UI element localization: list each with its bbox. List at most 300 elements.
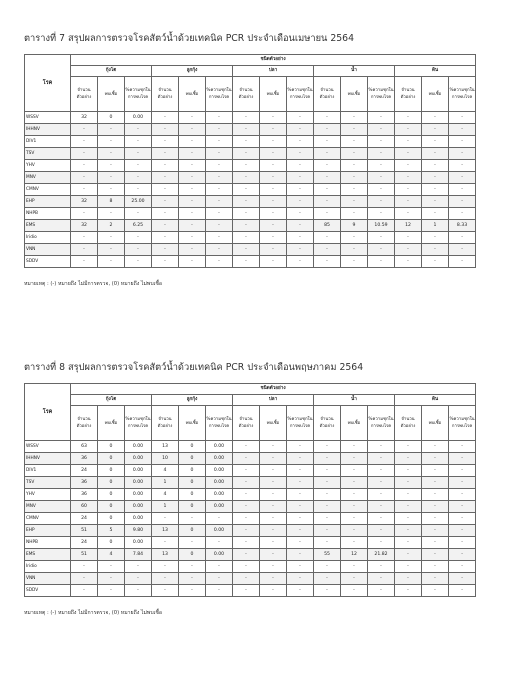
table-row (25, 208, 476, 220)
data-cell: 0.00 (206, 501, 233, 513)
data-cell: - (152, 148, 179, 160)
data-cell: - (233, 208, 260, 220)
data-cell: - (152, 124, 179, 136)
table-row (25, 573, 476, 585)
sample-type-header: ชนิดตัวอย่าง (71, 384, 476, 395)
data-cell: - (287, 501, 314, 513)
data-cell: - (422, 537, 449, 549)
sub-header: จำนวนตัวอย่าง (395, 406, 422, 441)
data-cell: 8.33 (449, 220, 476, 232)
data-cell: - (368, 585, 395, 597)
data-cell: 0 (98, 489, 125, 501)
table-row (25, 477, 476, 489)
data-cell: - (314, 136, 341, 148)
data-cell: 13 (152, 525, 179, 537)
data-cell: - (206, 172, 233, 184)
data-cell: - (314, 148, 341, 160)
data-cell: - (152, 244, 179, 256)
disease-name: EHP (25, 525, 71, 537)
data-cell: - (233, 184, 260, 196)
data-cell: - (125, 172, 152, 184)
data-cell: - (341, 148, 368, 160)
data-cell: - (179, 196, 206, 208)
data-cell: - (287, 136, 314, 148)
data-cell: - (314, 112, 341, 124)
data-cell: - (206, 561, 233, 573)
data-cell: - (260, 465, 287, 477)
table-row (25, 160, 476, 172)
disease-name: MNV (25, 172, 71, 184)
data-cell: 2 (98, 220, 125, 232)
disease-name: EMS (25, 549, 71, 561)
data-cell: - (368, 513, 395, 525)
data-cell: - (287, 465, 314, 477)
data-cell: - (314, 244, 341, 256)
data-cell: - (179, 537, 206, 549)
data-cell: - (422, 513, 449, 525)
data-cell: - (449, 453, 476, 465)
sub-header: จำนวนตัวอย่าง (233, 77, 260, 112)
data-cell: - (260, 124, 287, 136)
data-cell: - (314, 208, 341, 220)
table-title: ตารางที่ 7 สรุปผลการตรวจโรคสัตว์น้ำด้วยเทคนิค PCR ประจำเดือนเมษายน 2564 (24, 33, 354, 44)
data-cell: 0 (179, 477, 206, 489)
data-cell: - (125, 585, 152, 597)
data-cell: - (287, 525, 314, 537)
data-cell: 9 (341, 220, 368, 232)
data-cell: 0 (98, 477, 125, 489)
data-cell: - (341, 501, 368, 513)
data-cell: 85 (314, 220, 341, 232)
data-cell: - (98, 124, 125, 136)
data-cell: 0.00 (125, 441, 152, 453)
data-cell: 10.59 (368, 220, 395, 232)
table-row (25, 244, 476, 256)
data-cell: - (314, 561, 341, 573)
disease-name: NHPB (25, 208, 71, 220)
data-cell: - (395, 549, 422, 561)
data-cell: - (314, 160, 341, 172)
data-cell: - (395, 585, 422, 597)
data-cell: - (287, 453, 314, 465)
sub-header: พบเชื้อ (98, 406, 125, 441)
data-cell: - (368, 477, 395, 489)
data-cell: - (152, 537, 179, 549)
data-cell: - (341, 513, 368, 525)
data-cell: - (422, 453, 449, 465)
data-cell: - (395, 501, 422, 513)
group-header: น้ำ (314, 66, 395, 77)
data-cell: - (206, 124, 233, 136)
data-cell: - (395, 441, 422, 453)
data-cell: - (260, 184, 287, 196)
data-cell: - (449, 465, 476, 477)
data-cell: - (233, 112, 260, 124)
data-cell: - (98, 561, 125, 573)
data-cell: 0.00 (125, 501, 152, 513)
data-cell: - (71, 136, 98, 148)
data-cell: - (449, 537, 476, 549)
data-cell: 0.00 (125, 465, 152, 477)
data-cell: - (179, 124, 206, 136)
data-cell: - (422, 112, 449, 124)
data-cell: - (125, 148, 152, 160)
sub-header: พบเชื้อ (179, 406, 206, 441)
data-cell: - (233, 136, 260, 148)
data-cell: 32 (71, 112, 98, 124)
data-cell: 7.84 (125, 549, 152, 561)
data-cell: - (422, 136, 449, 148)
data-cell: - (152, 196, 179, 208)
data-cell: - (422, 184, 449, 196)
data-cell: 51 (71, 549, 98, 561)
data-cell: - (287, 208, 314, 220)
data-cell: 32 (71, 220, 98, 232)
data-cell: - (422, 585, 449, 597)
data-cell: - (233, 232, 260, 244)
data-cell: - (71, 160, 98, 172)
table-row (25, 549, 476, 561)
data-cell: - (179, 232, 206, 244)
table-row (25, 136, 476, 148)
table-note: หมายเหตุ : (-) หมายถึง ไม่มีการตรวจ, (0) หมายถึง ไม่พบเชื้อ (24, 610, 163, 616)
header-row (25, 77, 476, 112)
data-cell: - (341, 160, 368, 172)
data-cell: - (233, 172, 260, 184)
data-cell: - (341, 208, 368, 220)
data-cell: - (314, 232, 341, 244)
table-row (25, 585, 476, 597)
data-cell: - (287, 148, 314, 160)
data-cell: - (449, 489, 476, 501)
data-cell: - (368, 441, 395, 453)
data-cell: - (71, 184, 98, 196)
data-cell: - (422, 501, 449, 513)
data-cell: - (422, 465, 449, 477)
data-cell: - (260, 585, 287, 597)
data-cell: - (287, 585, 314, 597)
header-row (25, 66, 476, 77)
disease-name: EHP (25, 196, 71, 208)
table-row (25, 453, 476, 465)
data-cell: - (422, 489, 449, 501)
data-cell: - (125, 136, 152, 148)
data-cell: - (422, 196, 449, 208)
data-cell: - (260, 208, 287, 220)
data-cell: - (152, 112, 179, 124)
sub-header: %ความชุกในการพบโรค (287, 406, 314, 441)
data-cell: - (395, 196, 422, 208)
data-cell: - (395, 208, 422, 220)
group-header: กุ้งโต (71, 395, 152, 406)
group-header: ปลา (233, 395, 314, 406)
data-cell: - (179, 136, 206, 148)
sub-header: จำนวนตัวอย่าง (314, 77, 341, 112)
data-cell: 24 (71, 537, 98, 549)
data-cell: - (395, 561, 422, 573)
data-cell: - (206, 232, 233, 244)
data-cell: - (71, 573, 98, 585)
data-cell: 9.80 (125, 525, 152, 537)
data-cell: - (395, 573, 422, 585)
disease-name: VNN (25, 573, 71, 585)
disease-name: DIV1 (25, 136, 71, 148)
data-cell: 0 (98, 537, 125, 549)
group-header: ดิน (395, 66, 476, 77)
sub-header: พบเชื้อ (341, 77, 368, 112)
data-cell: - (368, 465, 395, 477)
sub-header: พบเชื้อ (422, 406, 449, 441)
data-cell: - (206, 148, 233, 160)
data-cell: 0.00 (206, 453, 233, 465)
data-cell: 0 (98, 453, 125, 465)
data-cell: 6.25 (125, 220, 152, 232)
table-row (25, 465, 476, 477)
data-cell: 36 (71, 453, 98, 465)
data-cell: - (179, 112, 206, 124)
data-cell: - (422, 172, 449, 184)
data-cell: - (71, 148, 98, 160)
table-wrap (24, 383, 476, 597)
results-table (24, 383, 476, 597)
sub-header: พบเชื้อ (260, 77, 287, 112)
data-cell: - (125, 561, 152, 573)
data-cell: - (449, 136, 476, 148)
data-cell: - (449, 244, 476, 256)
data-cell: - (395, 525, 422, 537)
data-cell: - (71, 585, 98, 597)
results-table (24, 54, 476, 268)
data-cell: - (368, 244, 395, 256)
data-cell: - (422, 256, 449, 268)
data-cell: 0 (98, 112, 125, 124)
data-cell: 36 (71, 477, 98, 489)
data-cell: 63 (71, 441, 98, 453)
sub-header: จำนวนตัวอย่าง (152, 77, 179, 112)
data-cell: - (422, 573, 449, 585)
data-cell: 4 (98, 549, 125, 561)
data-cell: - (179, 184, 206, 196)
sample-type-header: ชนิดตัวอย่าง (71, 55, 476, 66)
data-cell: 0.00 (206, 441, 233, 453)
data-cell: 0.00 (125, 537, 152, 549)
data-cell: - (233, 585, 260, 597)
disease-name: CMNV (25, 513, 71, 525)
data-cell: 1 (152, 501, 179, 513)
disease-header: โรค (25, 384, 71, 441)
data-cell: - (368, 525, 395, 537)
disease-name: SDDV (25, 585, 71, 597)
data-cell: - (395, 477, 422, 489)
data-cell: - (449, 148, 476, 160)
data-cell: 0.00 (125, 453, 152, 465)
data-cell: - (368, 501, 395, 513)
table-row (25, 256, 476, 268)
data-cell: - (179, 561, 206, 573)
table-wrap (24, 54, 476, 268)
data-cell: - (314, 537, 341, 549)
disease-header: โรค (25, 55, 71, 112)
data-cell: - (287, 477, 314, 489)
disease-name: IHHNV (25, 124, 71, 136)
data-cell: - (368, 148, 395, 160)
sub-header: พบเชื้อ (98, 77, 125, 112)
data-cell: - (71, 208, 98, 220)
data-cell: - (422, 124, 449, 136)
data-cell: 0 (179, 453, 206, 465)
data-cell: - (260, 549, 287, 561)
data-cell: - (71, 124, 98, 136)
disease-name: Iridio (25, 561, 71, 573)
data-cell: - (233, 256, 260, 268)
data-cell: 4 (152, 465, 179, 477)
data-cell: - (341, 573, 368, 585)
header-row (25, 395, 476, 406)
data-cell: - (98, 244, 125, 256)
data-cell: - (341, 453, 368, 465)
disease-name: DIV1 (25, 465, 71, 477)
data-cell: - (260, 148, 287, 160)
data-cell: - (179, 573, 206, 585)
data-cell: - (449, 256, 476, 268)
data-cell: - (287, 196, 314, 208)
data-cell: - (233, 537, 260, 549)
data-cell: - (368, 537, 395, 549)
data-cell: - (233, 160, 260, 172)
data-cell: - (368, 561, 395, 573)
data-cell: - (341, 112, 368, 124)
data-cell: - (179, 513, 206, 525)
data-cell: 10 (152, 453, 179, 465)
table-row (25, 513, 476, 525)
data-cell: - (449, 501, 476, 513)
group-header: ลูกกุ้ง (152, 395, 233, 406)
data-cell: - (341, 232, 368, 244)
data-cell: - (206, 585, 233, 597)
data-cell: - (71, 561, 98, 573)
data-cell: - (260, 477, 287, 489)
data-cell: 12 (341, 549, 368, 561)
data-cell: - (449, 112, 476, 124)
data-cell: - (206, 537, 233, 549)
data-cell: - (368, 184, 395, 196)
sub-header: %ความชุกในการพบโรค (125, 77, 152, 112)
data-cell: - (422, 244, 449, 256)
table-row (25, 561, 476, 573)
data-cell: - (98, 184, 125, 196)
data-cell: - (422, 561, 449, 573)
group-header: กุ้งโต (71, 66, 152, 77)
table-row (25, 112, 476, 124)
data-cell: - (449, 208, 476, 220)
data-cell: - (152, 172, 179, 184)
data-cell: - (314, 453, 341, 465)
table-note: หมายเหตุ : (-) หมายถึง ไม่มีการตรวจ, (0) หมายถึง ไม่พบเชื้อ (24, 281, 163, 287)
sub-header: %ความชุกในการพบโรค (125, 406, 152, 441)
data-cell: - (314, 256, 341, 268)
data-cell: 0 (179, 465, 206, 477)
data-cell: - (260, 112, 287, 124)
disease-name: Iridio (25, 232, 71, 244)
table-row (25, 148, 476, 160)
data-cell: 8 (98, 196, 125, 208)
data-cell: - (233, 561, 260, 573)
data-cell: - (260, 136, 287, 148)
data-cell: - (341, 525, 368, 537)
data-cell: - (233, 441, 260, 453)
data-cell: - (422, 160, 449, 172)
data-cell: - (206, 136, 233, 148)
disease-name: SDDV (25, 256, 71, 268)
data-cell: 0.00 (206, 525, 233, 537)
data-cell: - (260, 573, 287, 585)
data-cell: 24 (71, 465, 98, 477)
data-cell: - (449, 184, 476, 196)
data-cell: - (449, 561, 476, 573)
data-cell: - (368, 256, 395, 268)
data-cell: - (395, 148, 422, 160)
data-cell: - (314, 196, 341, 208)
data-cell: - (341, 441, 368, 453)
data-cell: - (287, 244, 314, 256)
data-cell: 36 (71, 489, 98, 501)
data-cell: - (449, 585, 476, 597)
data-cell: - (125, 232, 152, 244)
data-cell: 0.00 (125, 477, 152, 489)
data-cell: - (287, 513, 314, 525)
data-cell: - (233, 477, 260, 489)
data-cell: - (422, 549, 449, 561)
data-cell: 13 (152, 441, 179, 453)
sub-header: %ความชุกในการพบโรค (206, 77, 233, 112)
data-cell: - (125, 208, 152, 220)
data-cell: 1 (422, 220, 449, 232)
data-cell: - (98, 232, 125, 244)
data-cell: - (152, 136, 179, 148)
data-cell: - (368, 136, 395, 148)
data-cell: - (341, 184, 368, 196)
data-cell: - (206, 220, 233, 232)
data-cell: - (314, 465, 341, 477)
data-cell: - (152, 561, 179, 573)
data-cell: 0 (98, 513, 125, 525)
data-cell: - (368, 196, 395, 208)
data-cell: - (206, 244, 233, 256)
data-cell: - (287, 489, 314, 501)
data-cell: - (368, 453, 395, 465)
data-cell: - (368, 160, 395, 172)
data-cell: - (233, 465, 260, 477)
data-cell: - (287, 549, 314, 561)
data-cell: - (152, 573, 179, 585)
data-cell: - (368, 124, 395, 136)
data-cell: - (233, 549, 260, 561)
data-cell: - (449, 196, 476, 208)
data-cell: - (260, 244, 287, 256)
data-cell: - (395, 453, 422, 465)
data-cell: - (206, 160, 233, 172)
data-cell: - (314, 525, 341, 537)
data-cell: - (341, 196, 368, 208)
sub-header: %ความชุกในการพบโรค (368, 77, 395, 112)
disease-name: VNN (25, 244, 71, 256)
data-cell: - (125, 124, 152, 136)
data-cell: - (152, 220, 179, 232)
data-cell: - (368, 232, 395, 244)
sub-header: %ความชุกในการพบโรค (449, 77, 476, 112)
data-cell: - (341, 172, 368, 184)
data-cell: - (395, 232, 422, 244)
